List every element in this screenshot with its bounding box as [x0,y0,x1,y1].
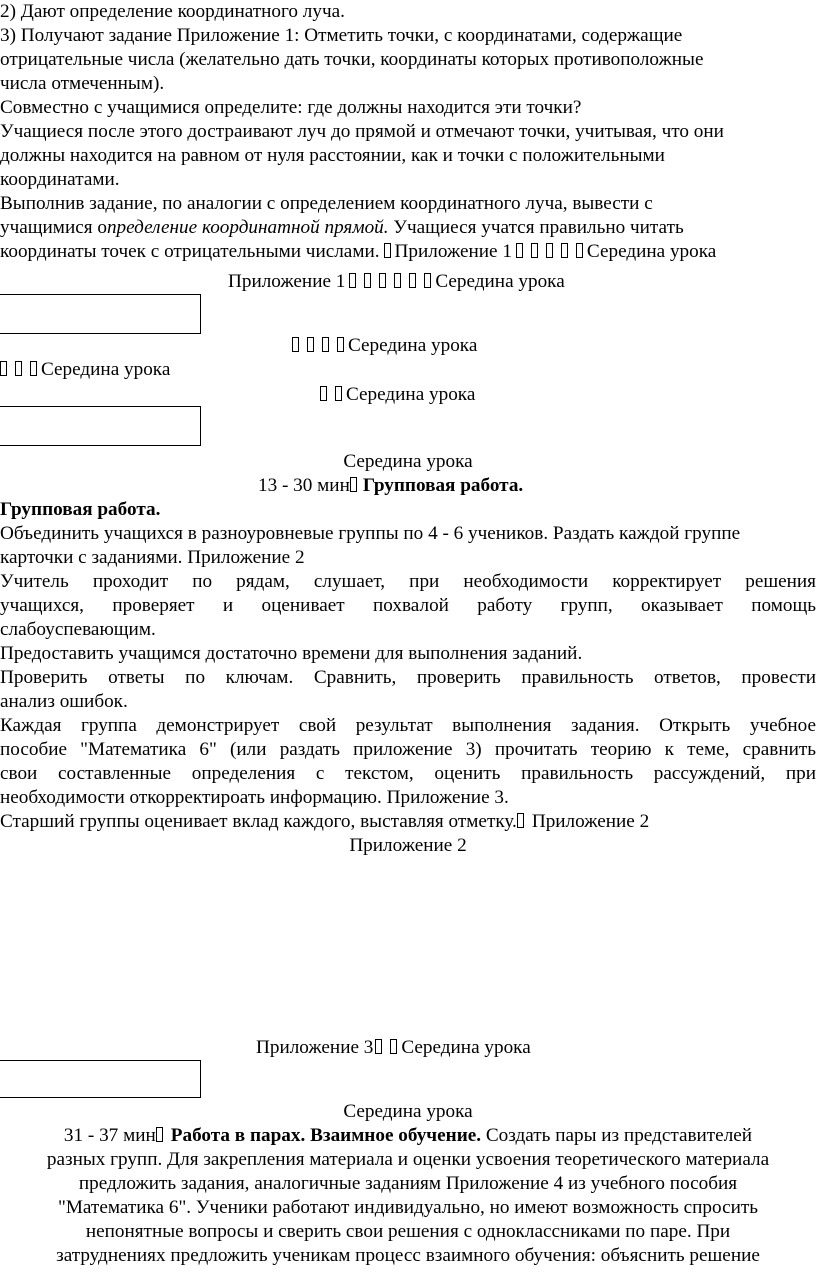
missing-glyph-icon [335,386,342,401]
text-line: должны находится на равном от нуля расстоянии, как и точки с положительными [0,145,665,166]
text-line: анализ ошибок. [0,691,128,712]
missing-glyph-icon [516,243,523,258]
missing-glyph-icon [517,813,524,828]
appendix-ref: Приложение 1 [228,271,346,292]
lesson-stage: Середина урока [343,1101,473,1122]
lesson-stage: Середина урока [435,271,565,292]
text-line: 3) Получают задание Приложение 1: Отметить точки, с координатами, содержащие [0,25,683,46]
text-line: числа отмеченным). [0,73,165,94]
lesson-stage: Середина урока [348,335,478,356]
text-line [0,216,816,240]
text-line: Выполнив задание, по аналогии с определением координатного луча, вывести с [0,193,653,214]
missing-glyph-icon [349,273,356,288]
missing-glyph-icon [364,273,371,288]
text-run: учащимися о [0,217,107,238]
placeholder-box [0,294,201,334]
missing-glyph-icon [409,273,416,288]
text-line: Каждая группа демонстрирует свой результат выполнения задания. Открыть учебное [0,715,816,736]
text-line: свои составленные определения с текстом, оценить правильность рассуждений, при [0,763,816,784]
text-line [0,240,816,264]
text-line: отрицательные числа (желательно дать точки, координаты которых противоположные [0,49,704,70]
text-run: Учащиеся учатся правильно читать [388,217,684,238]
text-run: координаты точек с отрицательными числами. [0,241,380,262]
missing-glyph-icon [375,1039,382,1054]
text-line [256,1036,816,1060]
missing-glyph-icon [307,337,314,352]
missing-glyph-icon [337,337,344,352]
text-line: учащихся, проверяет и оценивает похвалой работу групп, оказывает помощь [0,595,816,616]
text-run: Старший группы оценивает вклад каждого, выставляя отметку. [0,811,517,832]
missing-glyph-icon [576,243,583,258]
text-line [0,810,816,834]
text-line: Проверить ответы по ключам. Сравнить, проверить правильность ответов, провести [0,667,816,688]
text-line: разных групп. Для закрепления материала и оценки усвоения теоретического материала [46,1149,770,1170]
missing-glyph-icon [156,1127,163,1142]
text-line [288,334,816,358]
missing-glyph-icon [320,386,327,401]
text-line: непонятные вопросы и сверить свои решения с одноклассниками по паре. При [85,1221,731,1242]
text-line: пособие "Математика 6" (или раздать приложение 3) прочитать теорию к теме, сравнить [0,739,816,760]
text-line: координатами. [0,169,120,190]
missing-glyph-icon [30,361,37,376]
text-line [258,474,816,498]
missing-glyph-icon [379,273,386,288]
text-line [316,383,816,407]
text-line: предложить задания, аналогичные заданиям Приложение 4 из учебного пособия [78,1173,738,1194]
text-line: "Математика 6". Ученики работают индивидуально, но имеют возможность спросить [58,1197,758,1218]
lesson-stage: Середина урока [401,1037,531,1058]
text-line [0,1124,816,1148]
lesson-stage: Середина урока [41,359,171,380]
text-line: необходимости откорректироать информацию. Приложение 3. [0,787,509,808]
appendix-ref: Приложение 2 [531,811,650,832]
section-title: Работа в парах. Взаимное обучение. [170,1125,482,1146]
time-range: 13 - 30 мин [258,475,350,496]
missing-glyph-icon [322,337,329,352]
missing-glyph-icon [292,337,299,352]
text-line: Учитель проходит по рядам, слушает, при необходимости корректирует решения [0,571,816,592]
missing-glyph-icon [390,1039,397,1054]
time-range: 31 - 37 мин [63,1125,156,1146]
text-line: 2) Дают определение координатного луча. [0,1,345,22]
text-line: Совместно с учащимися определите: где должны находится эти точки? [0,97,582,118]
text-line [0,358,816,382]
text-line: Объединить учащихся в разноуровневые группы по 4 - 6 учеников. Раздать каждой группе [0,523,741,544]
lesson-stage: Середина урока [586,241,717,262]
text-line: затруднениях предложить ученикам процесс взаимного обучения: объяснить решение [56,1245,760,1266]
appendix-ref: Приложение 3 [256,1037,374,1058]
section-title: Групповая работа. [362,475,524,496]
placeholder-box [0,406,201,446]
missing-glyph-icon [424,273,431,288]
missing-glyph-icon [384,243,391,258]
section-heading: Групповая работа. [0,499,161,520]
missing-glyph-icon [546,243,553,258]
text-line: Предоставить учащимся достаточно времени для выполнения заданий. [0,643,583,664]
text-line: слабоуспевающим. [0,619,156,640]
appendix-ref: Приложение 1 [394,241,512,262]
text-line [228,270,816,294]
missing-glyph-icon [15,361,22,376]
text-line: карточки с заданиями. Приложение 2 [0,547,305,568]
lesson-stage: Середина урока [343,451,473,472]
text-line: Учащиеся после этого достраивают луч до прямой и отмечают точки, учитывая, что они [0,121,724,142]
text-run: Создать пары из представителей [481,1125,753,1146]
missing-glyph-icon [531,243,538,258]
definition-italic: пределение координатной прямой. [106,217,389,238]
missing-glyph-icon [350,477,357,492]
missing-glyph-icon [561,243,568,258]
placeholder-box [0,1060,201,1098]
missing-glyph-icon [394,273,401,288]
lesson-stage: Середина урока [346,384,476,405]
appendix-ref: Приложение 2 [349,835,467,856]
missing-glyph-icon [0,361,7,376]
